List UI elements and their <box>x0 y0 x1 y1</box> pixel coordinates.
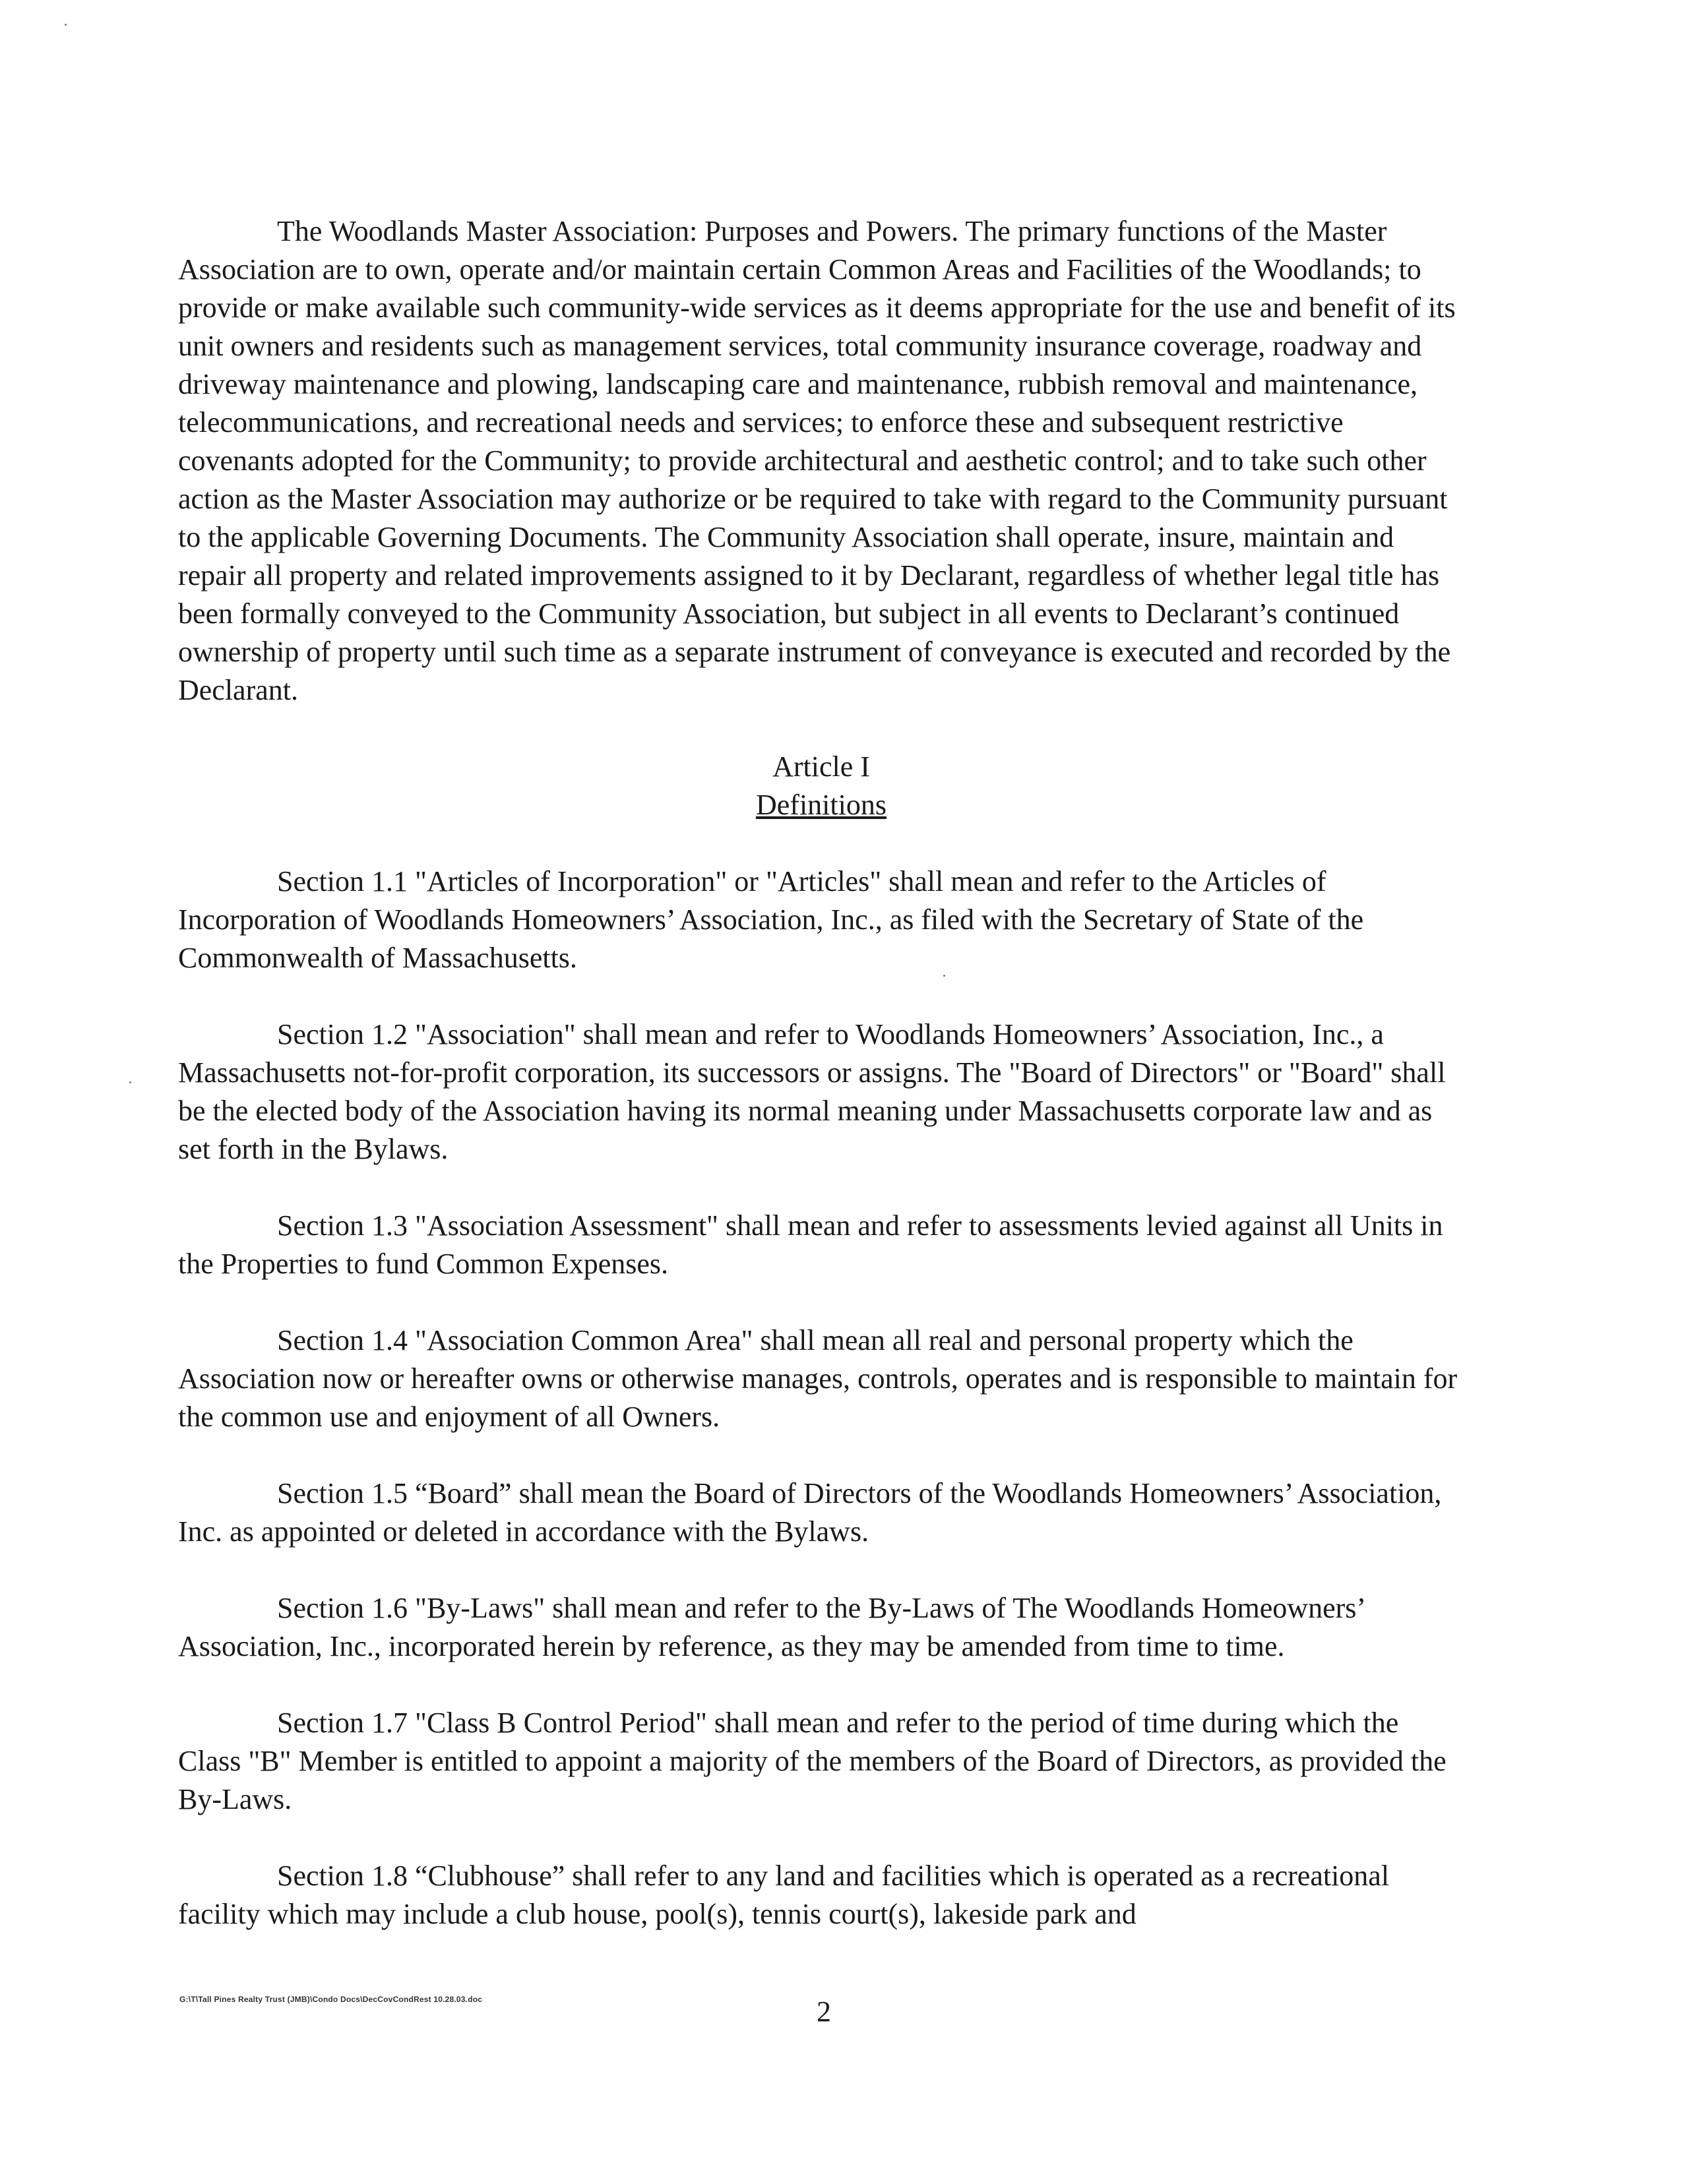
scan-speck <box>129 1081 131 1083</box>
article-title: Article I <box>772 750 870 783</box>
section-1-3: Section 1.3 "Association Assessment" shall mean and refer to assessments levied against all Units in the Properties to fund Common Expenses. <box>178 1209 1443 1280</box>
section-1-1: Section 1.1 "Articles of Incorporation" or "Articles" shall mean and refer to the Articles of Incorporation of Woodlands Homeowners’ Association, Inc., as filed with the Secretary of State of the Commonwealth of Massachusetts. <box>178 865 1364 974</box>
scan-speck <box>65 24 67 26</box>
article-subtitle: Definitions <box>756 789 887 821</box>
section-1-6: Section 1.6 "By-Laws" shall mean and refer to the By-Laws of The Woodlands Homeowners’ Association, Inc., incorporated herein by reference, as they may be amended from time to time. <box>178 1592 1364 1662</box>
document-body <box>178 212 1464 1933</box>
section-1-7: Section 1.7 "Class B Control Period" shall mean and refer to the period of time during which the Class "B" Member is entitled to appoint a majority of the members of the Board of Directors, as provided the By-Laws. <box>178 1707 1447 1815</box>
intro-paragraph: The Woodlands Master Association: Purposes and Powers. The primary functions of the Master Association are to own, operate and/or maintain certain Common Areas and Facilities of the Woodlands; to provide or make available such community-wide services as it deems appropriate for the use and benefit of its unit owners and residents such as management services, total community insurance coverage, roadway and driveway maintenance and plowing, landscaping care and maintenance, rubbish removal and maintenance, telecommunications, and recreational needs and services; to enforce these and subsequent restrictive covenants adopted for the Community; to provide architectural and aesthetic control; and to take such other action as the Master Association may authorize or be required to take with regard to the Community pursuant to the applicable Governing Documents. The Community Association shall operate, insure, maintain and repair all property and related improvements assigned to it by Declarant, regardless of whether legal title has been formally conveyed to the Community Association, but subject in all events to Declarant’s continued ownership of property until such time as a separate instrument of conveyance is executed and recorded by the Declarant. <box>178 215 1456 706</box>
section-1-5: Section 1.5 “Board” shall mean the Board of Directors of the Woodlands Homeowners’ Association, Inc. as appointed or deleted in accordance with the Bylaws. <box>178 1477 1442 1548</box>
section-1-4: Section 1.4 "Association Common Area" shall mean all real and personal property which the Association now or hereafter owns or otherwise manages, controls, operates and is responsible to maintain for the common use and enjoyment of all Owners. <box>178 1324 1458 1433</box>
section-1-2: Section 1.2 "Association" shall mean and refer to Woodlands Homeowners’ Association, Inc., a Massachusetts not-for-profit corporation, its successors or assigns. The "Board of Directors" or "Board" shall be the elected body of the Association having its normal meaning under Massachusetts corporate law and as set forth in the Bylaws. <box>178 1018 1446 1165</box>
section-1-8: Section 1.8 “Clubhouse” shall refer to any land and facilities which is operated as a recreational facility which may include a club house, pool(s), tennis court(s), lakeside park and <box>178 1860 1390 1930</box>
page-number: 2 <box>817 1995 831 2028</box>
footer-file-path: G:\T\Tall Pines Realty Trust (JMB)\Condo Docs\DecCovCondRest 10.28.03.doc <box>179 1995 483 2004</box>
